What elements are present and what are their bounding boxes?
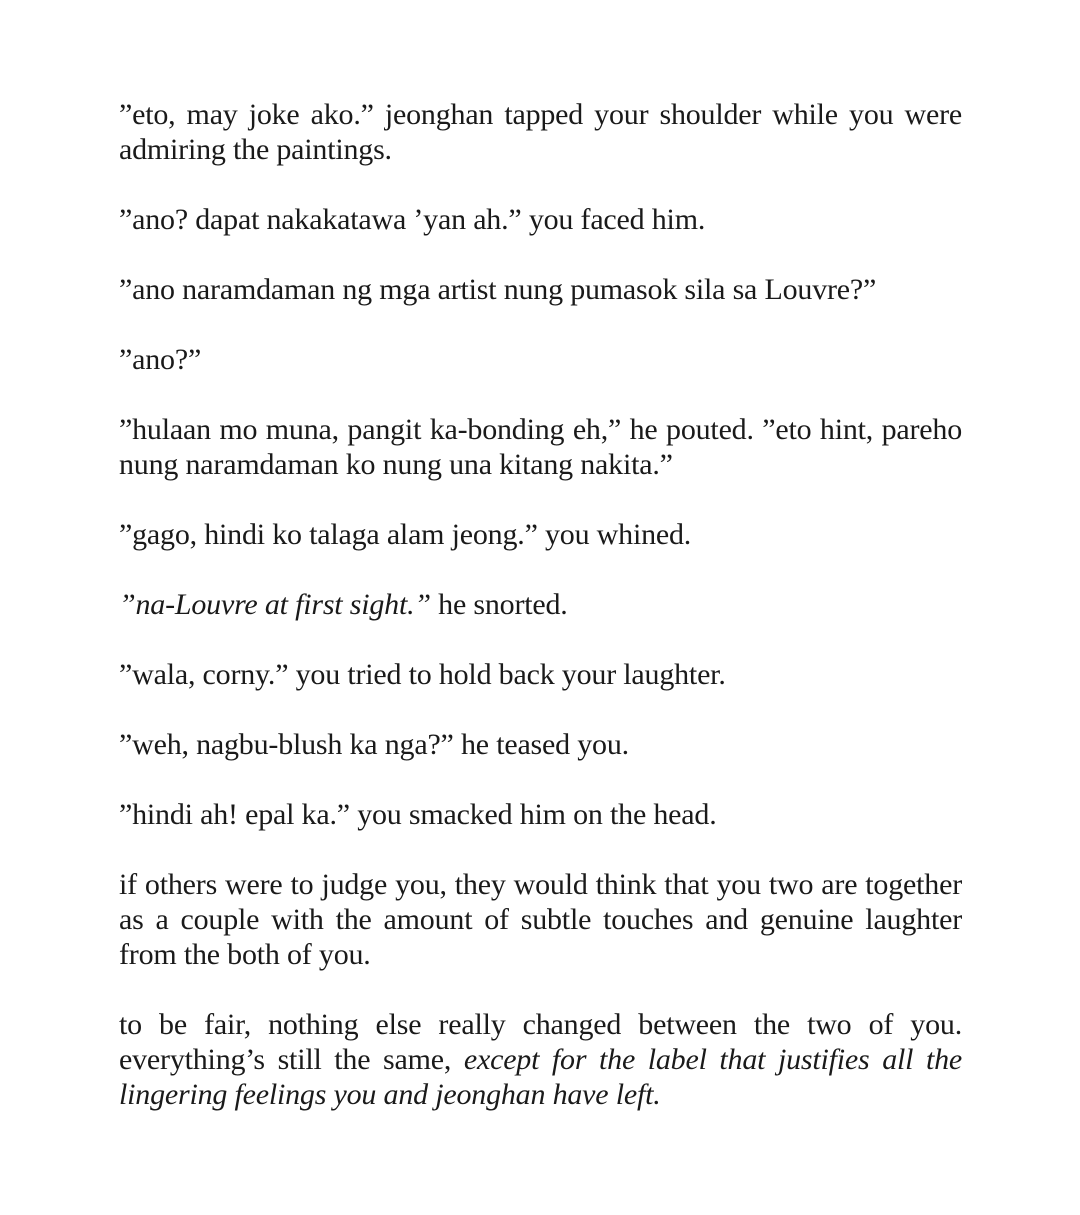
paragraph-5: ”hulaan mo muna, pangit ka-bonding eh,” he pouted. ”eto hint, pareho nung naramdaman ko nung una kitang nakita.”: [119, 413, 962, 481]
paragraph-11: if others were to judge you, they would think that you two are together as a couple with the amount of subtle touches and genuine laughter from the both of you.: [119, 868, 962, 971]
paragraph-6: ”gago, hindi ko talaga alam jeong.” you whined.: [119, 518, 692, 551]
paragraph-2: ”ano? dapat nakakatawa ’yan ah.” you faced him.: [119, 203, 706, 236]
italic-quote: ”na-Louvre at first sight.”: [119, 588, 431, 621]
paragraph-7: ”na-Louvre at first sight.” he snorted.: [119, 588, 568, 621]
paragraph-4: ”ano?”: [119, 343, 202, 376]
paragraph-10: ”hindi ah! epal ka.” you smacked him on the head.: [119, 798, 717, 831]
paragraph-1: ”eto, may joke ako.” jeonghan tapped your shoulder while you were admiring the paintings.: [119, 98, 962, 166]
italic-ending: except for the label that justifies all the lingering feelings you and jeonghan have left.: [119, 1043, 962, 1111]
story-text: [119, 97, 962, 1147]
paragraph-3: ”ano naramdaman ng mga artist nung pumasok sila sa Louvre?”: [119, 273, 877, 306]
paragraph-12: to be fair, nothing else really changed between the two of you. everything’s still the same, except for the label that justifies all the lingering feelings you and jeonghan have left.: [119, 1008, 962, 1111]
paragraph-8: ”wala, corny.” you tried to hold back your laughter.: [119, 658, 726, 691]
paragraph-9: ”weh, nagbu-blush ka nga?” he teased you.: [119, 728, 629, 761]
